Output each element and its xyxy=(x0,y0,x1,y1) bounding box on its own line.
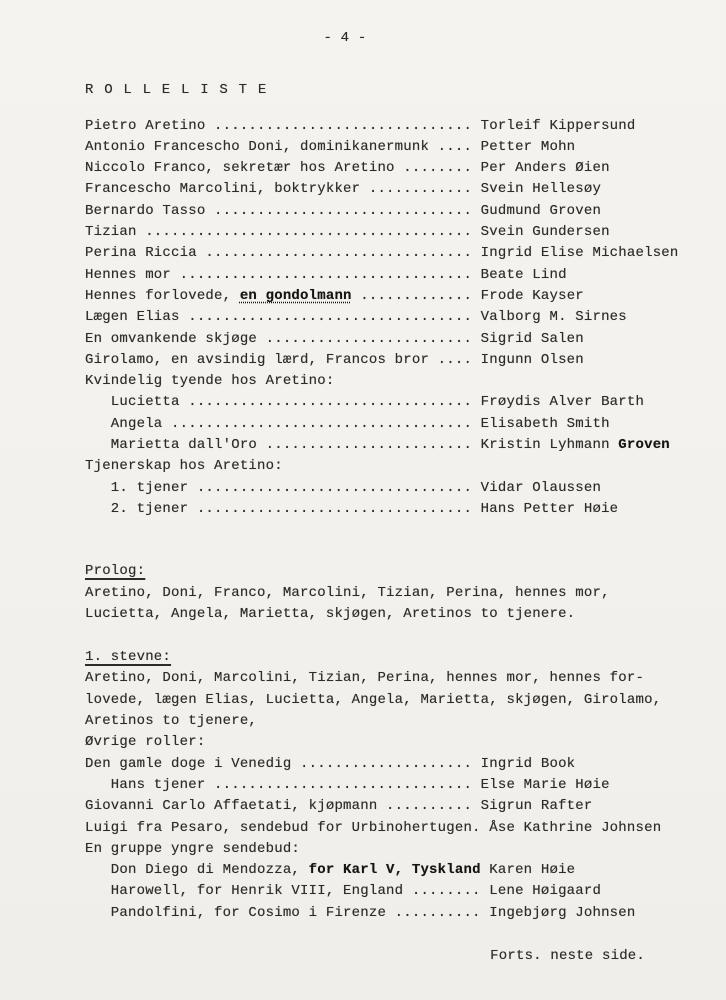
continuation-note: Forts. neste side. xyxy=(490,947,645,964)
scene-cast-line xyxy=(85,860,726,881)
scene-line: Aretino, Doni, Marcolini, Tizian, Perina, hennes mor, hennes for- xyxy=(85,670,645,687)
scene-1-section xyxy=(85,647,726,924)
cast-line-emphasis: en gondolmann xyxy=(239,287,352,304)
cast-group-heading: Tjenerskap hos Aretino: xyxy=(85,458,283,475)
cast-list xyxy=(85,116,726,521)
cast-line: 2. tjener ................................ Hans Petter Høie xyxy=(85,500,619,517)
cast-line: Tizian ...................................... Svein Gundersen xyxy=(85,224,610,241)
page-title: R O L L E L I S T E xyxy=(85,82,268,99)
cast-line: Antonio Francescho Doni, dominikanermunk .... Petter Mohn xyxy=(85,138,576,155)
scene-cast-line: Luigi fra Pesaro, sendebud for Urbinohertugen. Åse Kathrine Johnsen xyxy=(85,819,662,836)
cast-line: Niccolo Franco, sekretær hos Aretino ........ Per Anders Øien xyxy=(85,160,610,177)
prolog-line: Aretino, Doni, Franco, Marcolini, Tizian, Perina, hennes mor, xyxy=(85,584,610,601)
scene-cast-line-text: Don Diego di Mendozza, xyxy=(85,862,309,879)
prolog-line: Lucietta, Angela, Marietta, skjøgen, Aretinos to tjenere. xyxy=(85,605,576,622)
cast-line: Lucietta ................................. Frøydis Alver Barth xyxy=(85,394,645,411)
cast-line: Angela ................................... Elisabeth Smith xyxy=(85,415,610,432)
scene-line: Aretinos to tjenere, xyxy=(85,713,258,730)
scene-cast-line: Pandolfini, for Cosimo i Firenze .......... Ingebjørg Johnsen xyxy=(85,904,636,921)
cast-line: Girolamo, en avsindig lærd, Francos bror .... Ingunn Olsen xyxy=(85,351,584,368)
scene-cast-line: Giovanni Carlo Affaetati, kjøpmann .......... Sigrun Rafter xyxy=(85,798,593,815)
cast-line xyxy=(85,286,726,307)
scene-cast-line-text: Karen Høie xyxy=(480,862,576,879)
cast-line xyxy=(85,435,726,456)
cast-group-heading: Kvindelig tyende hos Aretino: xyxy=(85,373,335,390)
cast-line: Perina Riccia ............................... Ingrid Elise Michaelsen xyxy=(85,245,679,262)
scene-1-heading-text: 1. stevne: xyxy=(85,649,172,666)
cast-line-text: ............. Frode Kayser xyxy=(351,287,584,304)
scene-cast-line: Den gamle doge i Venedig .................... Ingrid Book xyxy=(85,755,576,772)
cast-line-emphasis: Groven xyxy=(618,437,670,454)
scene-cast-line: Hans tjener .............................. Else Marie Høie xyxy=(85,776,610,793)
scene-cast-line: Harowell, for Henrik VIII, England ........ Lene Høigaard xyxy=(85,883,602,900)
cast-line: Bernardo Tasso .............................. Gudmund Groven xyxy=(85,202,602,219)
page-number: - 4 - xyxy=(323,30,367,46)
prolog-heading-text: Prolog: xyxy=(85,563,146,580)
prolog-section xyxy=(85,561,726,625)
cast-line: Francescho Marcolini, boktrykker ............ Svein Hellesøy xyxy=(85,181,602,198)
cast-line: En omvankende skjøge ........................ Sigrid Salen xyxy=(85,330,584,347)
cast-line: 1. tjener ................................ Vidar Olaussen xyxy=(85,479,602,496)
scene-1-heading xyxy=(85,647,726,668)
cast-line-text: Hennes forlovede, xyxy=(85,287,240,304)
cast-line: Pietro Aretino .............................. Torleif Kippersund xyxy=(85,117,636,134)
cast-line-text: Marietta dall'Oro ........................ Kristin Lyhmann xyxy=(85,437,619,454)
scene-cast-line-emphasis: for Karl V, Tyskland xyxy=(308,862,481,879)
cast-line: Lægen Elias ................................. Valborg M. Sirnes xyxy=(85,309,627,326)
prolog-heading xyxy=(85,561,726,582)
cast-line: Hennes mor .................................. Beate Lind xyxy=(85,266,567,283)
scene-group-heading: Øvrige roller: xyxy=(85,734,206,751)
scene-group-heading: En gruppe yngre sendebud: xyxy=(85,840,301,857)
scene-line: lovede, lægen Elias, Lucietta, Angela, Marietta, skjøgen, Girolamo, xyxy=(85,691,662,708)
